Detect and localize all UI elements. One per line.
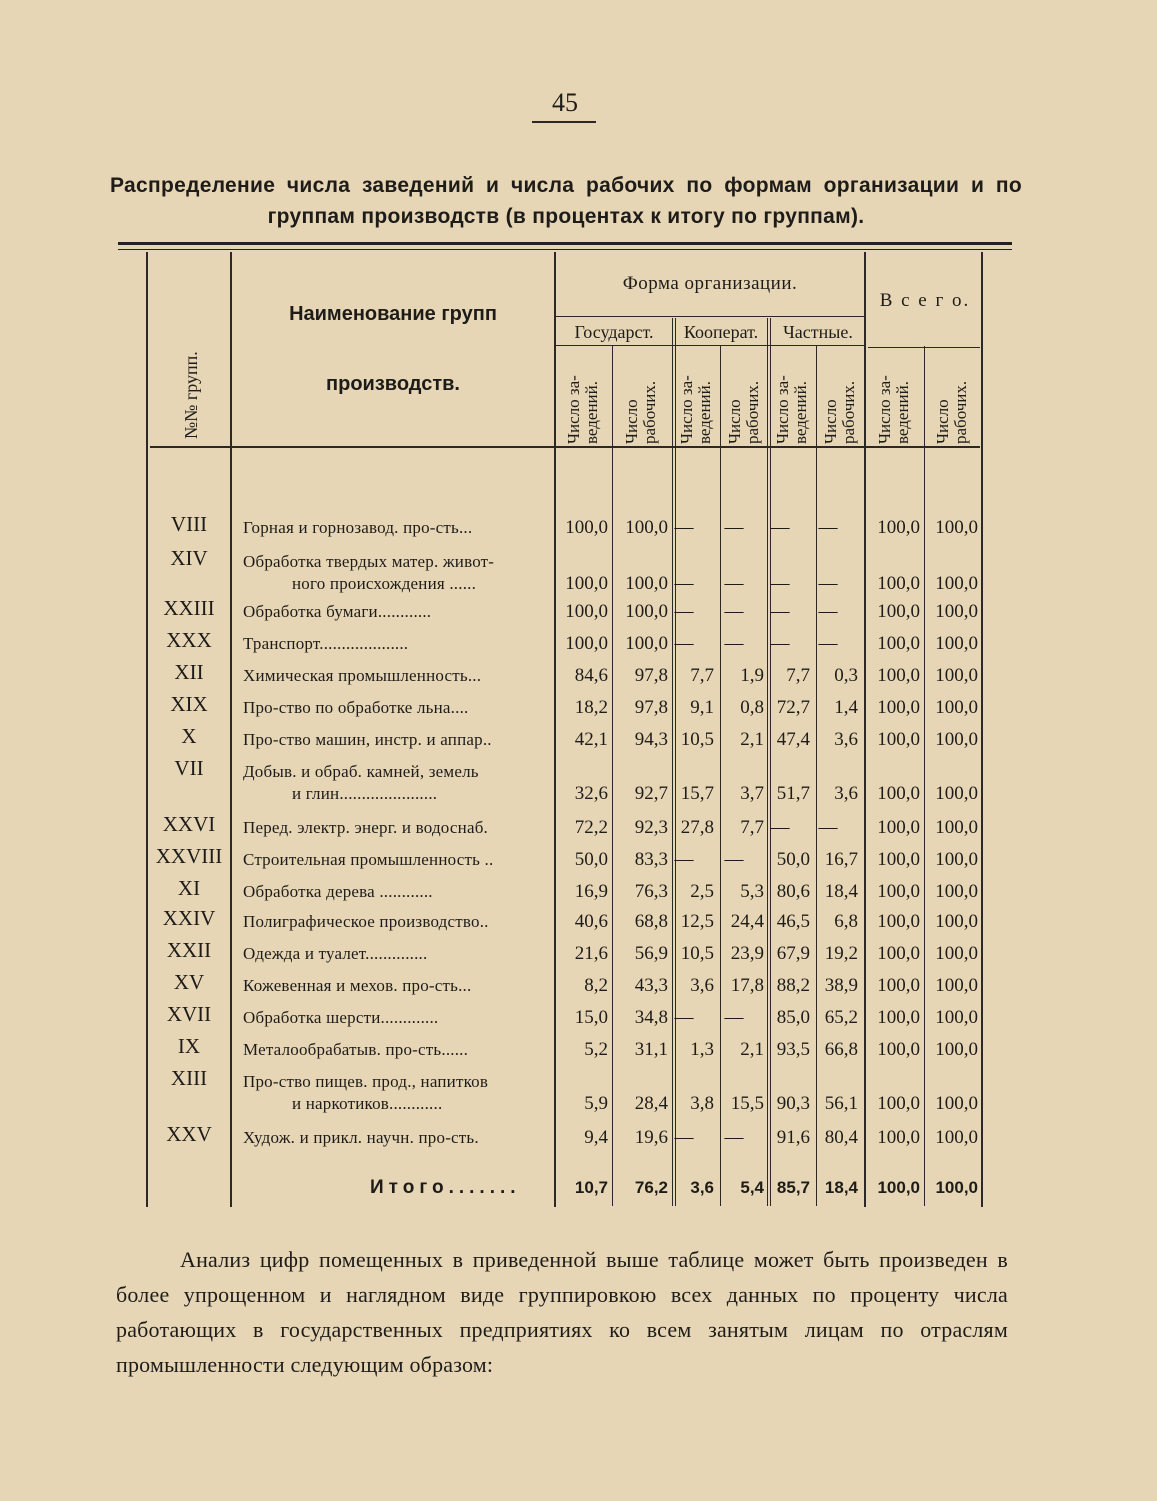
value-cell: 18,2: [574, 697, 608, 718]
header-bottom-rule: [150, 446, 980, 448]
value-cell: 100,0: [935, 729, 978, 750]
page-number: 45: [552, 88, 578, 117]
total-value: 100,0: [935, 1178, 978, 1197]
total-value: 76,2: [634, 1178, 668, 1197]
value-cell: 56,1: [824, 1093, 858, 1114]
group-name-line: Строительная промышленность ..: [243, 850, 494, 869]
group-number: XIX: [170, 692, 208, 716]
header-private: Частные.: [783, 322, 853, 342]
value-cell: 40,6: [574, 911, 608, 932]
value-cell: —: [674, 573, 694, 594]
value-cell: 83,3: [634, 849, 668, 870]
total-value: 18,4: [824, 1178, 858, 1197]
col-border-12: [816, 346, 817, 1206]
value-cell: 15,0: [574, 1007, 608, 1028]
form-underline: [556, 316, 864, 317]
header-col-workers: Число рабочих.: [725, 380, 762, 444]
total-value: 3,6: [690, 1178, 714, 1197]
value-cell: 100,0: [625, 633, 668, 654]
value-cell: 42,1: [574, 729, 608, 750]
value-cell: 1,9: [740, 665, 764, 686]
value-cell: 76,3: [634, 881, 668, 902]
value-cell: 34,8: [634, 1007, 668, 1028]
header-col-establishments: Число за- ведений.: [875, 375, 912, 444]
value-cell: 10,5: [680, 729, 714, 750]
value-cell: 100,0: [935, 849, 978, 870]
total-value: 100,0: [877, 1178, 920, 1197]
value-cell: 100,0: [877, 633, 920, 654]
group-name-line: Перед. электр. энерг. и водоснаб.: [243, 818, 489, 837]
value-cell: 100,0: [935, 665, 978, 686]
value-cell: 85,0: [776, 1007, 810, 1028]
value-cell: 100,0: [877, 817, 920, 838]
value-cell: —: [724, 517, 744, 538]
value-cell: 100,0: [877, 1127, 920, 1148]
value-cell: 100,0: [935, 1007, 978, 1028]
value-cell: 16,7: [824, 849, 858, 870]
group-number: XV: [173, 970, 205, 994]
group-number: XIII: [170, 1066, 208, 1090]
group-number: IX: [177, 1034, 201, 1058]
value-cell: 100,0: [565, 633, 608, 654]
value-cell: —: [724, 601, 744, 622]
header-coop: Кооперат.: [683, 322, 759, 342]
value-cell: —: [724, 573, 744, 594]
value-cell: 3,6: [690, 975, 714, 996]
value-cell: 21,6: [574, 943, 608, 964]
value-cell: 46,5: [776, 911, 810, 932]
group-number: VII: [174, 756, 204, 780]
value-cell: 100,0: [877, 517, 920, 538]
value-cell: 65,2: [824, 1007, 858, 1028]
value-cell: 16,9: [574, 881, 608, 902]
table-title: [110, 170, 1022, 232]
header-col-workers: Число рабочих.: [933, 380, 970, 444]
value-cell: 1,4: [834, 697, 858, 718]
value-cell: 92,3: [634, 817, 668, 838]
col-border-8: [767, 318, 768, 1206]
value-cell: —: [818, 601, 838, 622]
header-group-name-2: производств.: [326, 373, 460, 395]
group-name-line: Транспорт....................: [243, 634, 409, 653]
value-cell: 100,0: [877, 729, 920, 750]
value-cell: 3,6: [834, 783, 858, 804]
value-cell: 3,8: [690, 1093, 714, 1114]
value-cell: —: [724, 849, 744, 870]
value-cell: 84,6: [574, 665, 608, 686]
title-line-1: Распределение числа заведений и числа рабочих по формам организации и по: [110, 174, 1022, 197]
value-cell: 100,0: [877, 573, 920, 594]
group-name-line: Добыв. и обраб. камней, земель: [243, 762, 479, 781]
value-cell: 66,8: [824, 1039, 858, 1060]
value-cell: 100,0: [625, 601, 668, 622]
group-number: XI: [177, 876, 201, 900]
total-value: 5,4: [740, 1178, 764, 1197]
group-name-line: Про-ство пищев. прод., напитков: [243, 1072, 489, 1091]
value-cell: 91,6: [776, 1127, 810, 1148]
col-border-9: [770, 318, 771, 1206]
value-cell: 17,8: [730, 975, 764, 996]
group-number: XVII: [166, 1002, 212, 1026]
value-cell: 90,3: [776, 1093, 810, 1114]
group-name-line: Горная и горнозавод. про-сть...: [243, 518, 473, 537]
value-cell: 94,3: [634, 729, 668, 750]
col-border-13: [924, 346, 925, 1206]
value-cell: —: [818, 573, 838, 594]
value-cell: 100,0: [935, 1127, 978, 1148]
value-cell: 2,5: [690, 881, 714, 902]
value-cell: 43,3: [634, 975, 668, 996]
header-col-establishments: Число за- ведений.: [564, 375, 601, 444]
value-cell: —: [674, 517, 694, 538]
value-cell: 72,2: [574, 817, 608, 838]
value-cell: 2,1: [740, 1039, 764, 1060]
total-underline: [868, 347, 980, 348]
value-cell: 100,0: [877, 911, 920, 932]
page-number-rule: [532, 121, 596, 123]
value-cell: 31,1: [634, 1039, 668, 1060]
value-cell: 100,0: [935, 911, 978, 932]
value-cell: 2,1: [740, 729, 764, 750]
value-cell: 32,6: [574, 783, 608, 804]
group-number: XXIV: [162, 906, 216, 930]
value-cell: 100,0: [877, 1007, 920, 1028]
group-name-line: Одежда и туалет..............: [243, 944, 428, 963]
value-cell: 100,0: [935, 517, 978, 538]
col-border-2: [230, 252, 232, 1207]
value-cell: 27,8: [680, 817, 714, 838]
value-cell: 0,8: [740, 697, 764, 718]
value-cell: 100,0: [877, 943, 920, 964]
title-line-2: группам производств (в процентах к итогу по группам).: [267, 205, 865, 228]
value-cell: 100,0: [877, 665, 920, 686]
group-number: XXIII: [163, 596, 215, 620]
value-cell: 97,8: [634, 665, 668, 686]
group-name-line: Обработка твердых матер. живот-: [243, 552, 495, 571]
group-name-line: ного происхождения ......: [292, 574, 477, 593]
value-cell: 100,0: [935, 601, 978, 622]
value-cell: —: [818, 517, 838, 538]
value-cell: —: [770, 633, 790, 654]
value-cell: 7,7: [740, 817, 764, 838]
total-value: 10,7: [574, 1178, 608, 1197]
value-cell: 7,7: [786, 665, 810, 686]
value-cell: 1,3: [690, 1039, 714, 1060]
group-number: XXII: [166, 938, 212, 962]
group-number: XXVI: [162, 812, 216, 836]
group-name-line: Обработка шерсти.............: [243, 1008, 439, 1027]
value-cell: 92,7: [634, 783, 668, 804]
group-number: XIV: [170, 546, 208, 570]
value-cell: —: [770, 601, 790, 622]
value-cell: 15,5: [730, 1093, 764, 1114]
group-name-line: Про-ство по обработке льна....: [243, 698, 469, 717]
col-border-6: [672, 318, 673, 1206]
value-cell: —: [674, 633, 694, 654]
value-cell: —: [674, 601, 694, 622]
value-cell: 5,3: [740, 881, 764, 902]
value-cell: 100,0: [935, 697, 978, 718]
group-name-line: Обработка дерева ............: [243, 882, 433, 901]
value-cell: —: [674, 1127, 694, 1148]
subform-underline: [556, 345, 866, 346]
value-cell: 100,0: [935, 783, 978, 804]
value-cell: 68,8: [634, 911, 668, 932]
value-cell: —: [724, 633, 744, 654]
header-col-workers: Число рабочих.: [821, 380, 858, 444]
value-cell: —: [724, 1007, 744, 1028]
value-cell: —: [674, 849, 694, 870]
group-number: XXX: [166, 628, 212, 652]
value-cell: 100,0: [935, 881, 978, 902]
value-cell: 3,6: [834, 729, 858, 750]
header-state: Государст.: [574, 322, 654, 342]
value-cell: 80,4: [824, 1127, 858, 1148]
value-cell: 23,9: [730, 943, 764, 964]
value-cell: 67,9: [776, 943, 810, 964]
value-cell: 10,5: [680, 943, 714, 964]
value-cell: 100,0: [877, 1093, 920, 1114]
value-cell: 100,0: [877, 849, 920, 870]
value-cell: 100,0: [935, 633, 978, 654]
group-name-line: Худож. и прикл. научн. про-сть.: [243, 1128, 479, 1147]
value-cell: 100,0: [877, 975, 920, 996]
value-cell: 9,4: [584, 1127, 608, 1148]
header-rule-thin: [118, 249, 1012, 250]
value-cell: 97,8: [634, 697, 668, 718]
group-name-line: Химическая промышленность...: [243, 666, 482, 685]
value-cell: 100,0: [935, 817, 978, 838]
value-cell: 100,0: [625, 517, 668, 538]
value-cell: 47,4: [776, 729, 810, 750]
value-cell: 72,7: [776, 697, 810, 718]
value-cell: 24,4: [730, 911, 764, 932]
header-col-establishments: Число за- ведений.: [773, 375, 810, 444]
group-number: XII: [174, 660, 204, 684]
value-cell: 100,0: [935, 943, 978, 964]
value-cell: 0,3: [834, 665, 858, 686]
value-cell: 28,4: [634, 1093, 668, 1114]
value-cell: 80,6: [776, 881, 810, 902]
group-number: XXV: [166, 1122, 212, 1146]
value-cell: —: [674, 1007, 694, 1028]
group-name-line: и наркотиков............: [292, 1094, 443, 1113]
header-col-workers: Число рабочих.: [622, 380, 659, 444]
group-number: VIII: [170, 512, 208, 536]
group-number: XXVIII: [155, 844, 223, 868]
value-cell: 100,0: [935, 1093, 978, 1114]
value-cell: 19,2: [824, 943, 858, 964]
value-cell: 93,5: [776, 1039, 810, 1060]
col-border-5: [981, 252, 983, 1207]
value-cell: 88,2: [776, 975, 810, 996]
col-border-11: [720, 346, 721, 1206]
value-cell: 6,8: [834, 911, 858, 932]
value-cell: 8,2: [584, 975, 608, 996]
group-name-line: Металообрабатыв. про-сть......: [243, 1040, 469, 1059]
header-form: Форма организации.: [622, 273, 798, 294]
value-cell: 100,0: [935, 1039, 978, 1060]
group-name-line: Полиграфическое производство..: [243, 912, 489, 931]
value-cell: 9,1: [690, 697, 714, 718]
value-cell: 100,0: [877, 697, 920, 718]
value-cell: 100,0: [877, 881, 920, 902]
group-number: X: [181, 724, 197, 748]
group-name-line: и глин......................: [292, 784, 438, 803]
value-cell: 100,0: [877, 1039, 920, 1060]
value-cell: 100,0: [625, 573, 668, 594]
analysis-paragraph: [116, 1242, 1008, 1382]
value-cell: 50,0: [776, 849, 810, 870]
value-cell: 51,7: [776, 783, 810, 804]
analysis-text: Анализ цифр помещенных в приведенной выше таблице может быть произведен в более упрощенном и наглядном виде группировкою всех данных по проценту числа работающих в государственных предприятиях ко всем занятым лицам по отраслям промышленности следующим образом:: [116, 1247, 1008, 1377]
value-cell: 5,9: [584, 1093, 608, 1114]
col-border-7: [675, 318, 676, 1206]
value-cell: 7,7: [690, 665, 714, 686]
value-cell: 100,0: [565, 601, 608, 622]
value-cell: —: [818, 633, 838, 654]
value-cell: 56,9: [634, 943, 668, 964]
group-name-line: Про-ство машин, инстр. и аппар..: [243, 730, 492, 749]
value-cell: —: [770, 517, 790, 538]
group-name-line: Обработка бумаги............: [243, 602, 432, 621]
header-rule-thick: [118, 242, 1012, 245]
value-cell: —: [818, 817, 838, 838]
value-cell: 100,0: [877, 783, 920, 804]
value-cell: 5,2: [584, 1039, 608, 1060]
col-border-10: [612, 346, 613, 1206]
value-cell: 3,7: [740, 783, 764, 804]
value-cell: 100,0: [565, 517, 608, 538]
value-cell: 38,9: [824, 975, 858, 996]
value-cell: 50,0: [574, 849, 608, 870]
value-cell: 12,5: [680, 911, 714, 932]
value-cell: —: [770, 817, 790, 838]
value-cell: 100,0: [877, 601, 920, 622]
value-cell: 19,6: [634, 1127, 668, 1148]
value-cell: 100,0: [565, 573, 608, 594]
value-cell: 100,0: [935, 975, 978, 996]
header-total: В с е г о.: [879, 290, 971, 311]
value-cell: —: [724, 1127, 744, 1148]
header-col-establishments: Число за- ведений.: [677, 375, 714, 444]
value-cell: —: [770, 573, 790, 594]
total-value: 85,7: [776, 1178, 810, 1197]
total-label: Итого.......: [370, 1177, 521, 1198]
value-cell: 100,0: [935, 573, 978, 594]
header-group-name-1: Наименование групп: [289, 303, 497, 325]
value-cell: 15,7: [680, 783, 714, 804]
group-name-line: Кожевенная и мехов. про-сть...: [243, 976, 472, 995]
header-group-no: №№ групп.: [181, 351, 201, 439]
value-cell: 18,4: [824, 881, 858, 902]
